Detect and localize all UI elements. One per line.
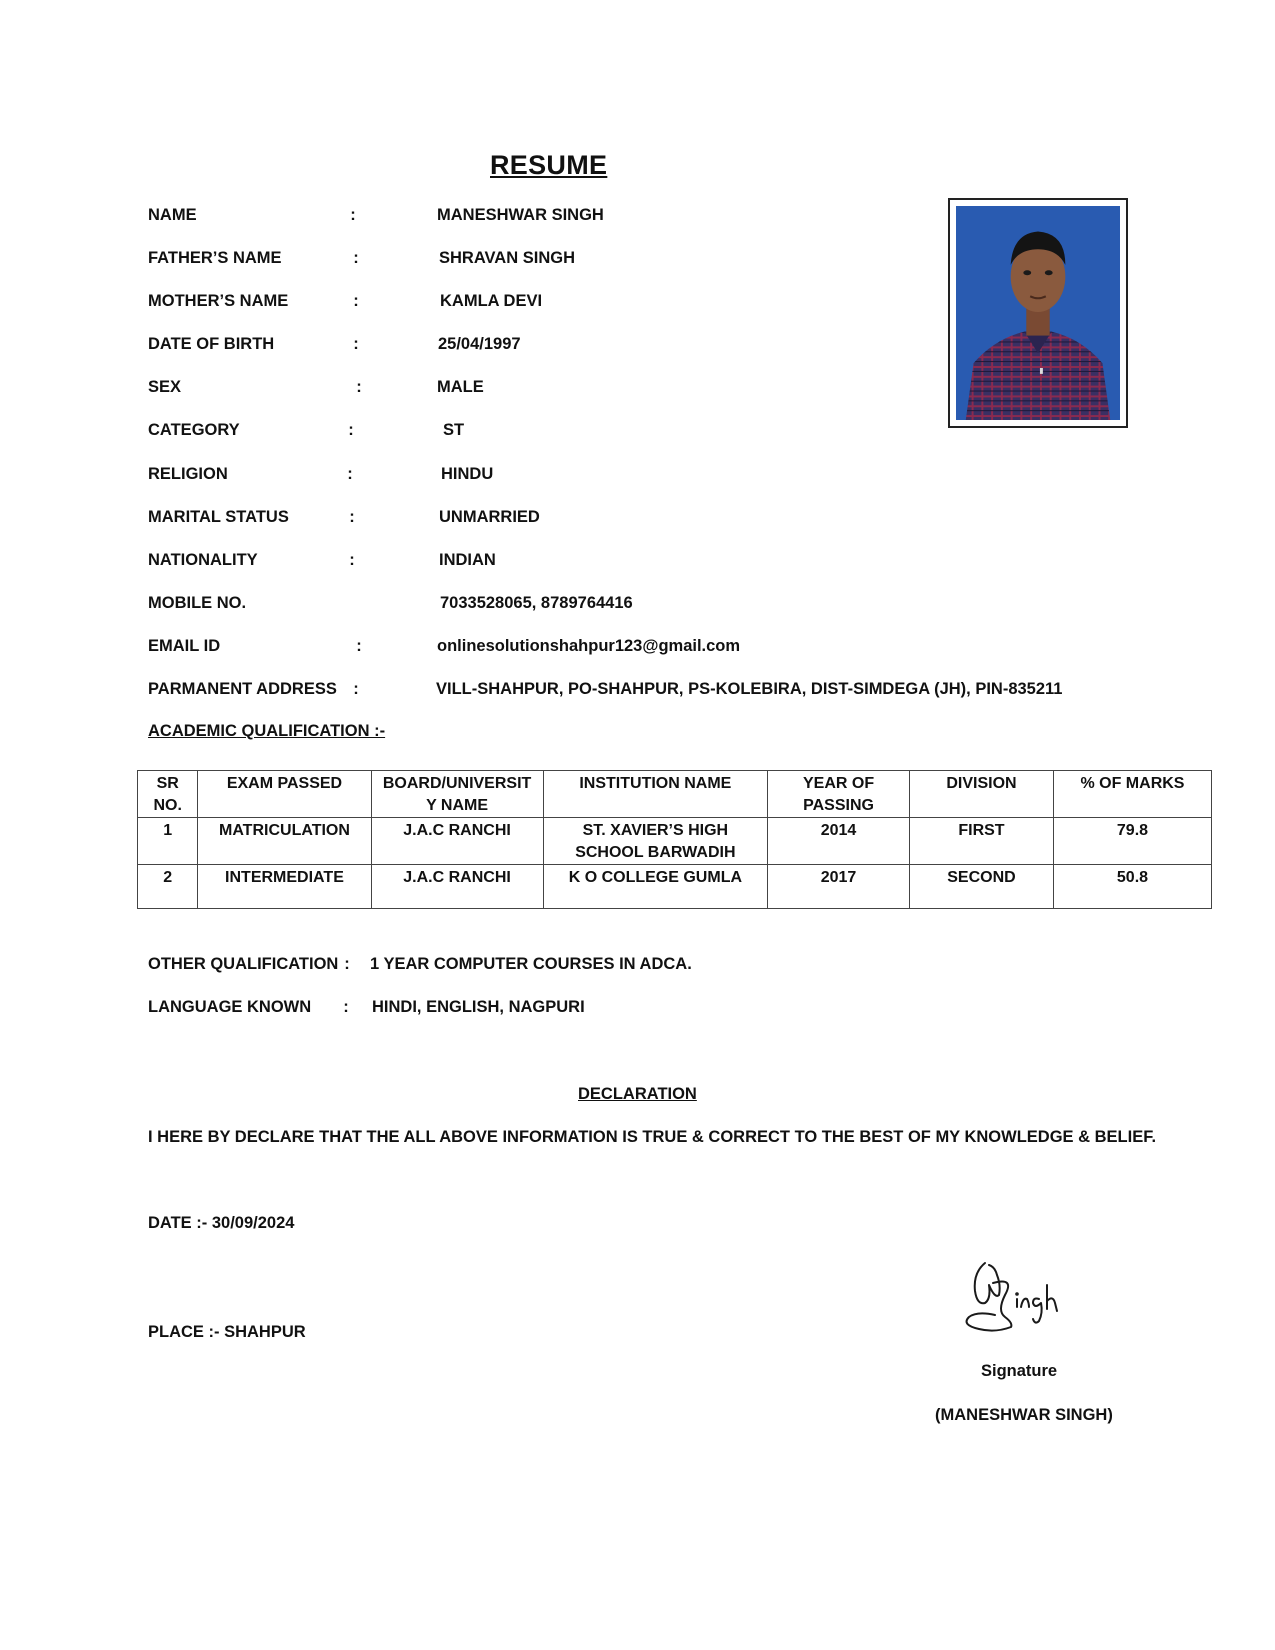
language-separator: : xyxy=(343,998,349,1016)
email-separator: : xyxy=(356,637,362,655)
sex-value: MALE xyxy=(437,378,484,396)
dob-separator: : xyxy=(353,335,359,353)
mother-name-value: KAMLA DEVI xyxy=(440,292,543,310)
date-text: DATE :- 30/09/2024 xyxy=(148,1214,295,1232)
email-value: onlinesolutionshahpur123@gmail.com xyxy=(437,637,741,655)
mother-name-label: MOTHER’S NAME xyxy=(148,292,289,310)
nationality-separator: : xyxy=(349,551,355,569)
table-header-row xyxy=(138,771,1212,818)
nationality-label: NATIONALITY xyxy=(148,551,258,569)
header-exam-passed: EXAM PASSED xyxy=(198,771,371,818)
cell-sr: 1 xyxy=(138,818,198,865)
cell-exam: MATRICULATION xyxy=(198,818,371,865)
table-row xyxy=(138,865,1212,909)
header-institution: INSTITUTION NAME xyxy=(543,771,767,818)
mother-name-separator: : xyxy=(353,292,359,310)
email-label: EMAIL ID xyxy=(148,637,221,655)
cell-exam: INTERMEDIATE xyxy=(198,865,371,909)
language-value: HINDI, ENGLISH, NAGPURI xyxy=(372,998,585,1016)
resume-title: RESUME xyxy=(490,150,608,180)
cell-division: SECOND xyxy=(910,865,1054,909)
mobile-value: 7033528065, 8789764416 xyxy=(440,594,633,612)
dob-value: 25/04/1997 xyxy=(438,335,521,353)
cell-board: J.A.C RANCHI xyxy=(371,818,543,865)
father-name-value: SHRAVAN SINGH xyxy=(439,249,575,267)
mobile-label: MOBILE NO. xyxy=(148,594,247,612)
other-qualification-label: OTHER QUALIFICATION xyxy=(148,955,339,973)
sex-separator: : xyxy=(356,378,362,396)
name-label: NAME xyxy=(148,206,197,224)
declaration-heading: DECLARATION xyxy=(578,1085,697,1103)
cell-institution: ST. XAVIER’S HIGH SCHOOL BARWADIH xyxy=(543,818,767,865)
marital-status-separator: : xyxy=(349,508,355,526)
signature-label: Signature xyxy=(981,1362,1058,1380)
header-year: YEAR OF PASSING xyxy=(768,771,910,818)
academic-table xyxy=(137,770,1212,909)
religion-value: HINDU xyxy=(441,465,494,483)
handwritten-signature xyxy=(955,1255,1065,1335)
cell-institution: K O COLLEGE GUMLA xyxy=(543,865,767,909)
header-marks: % OF MARKS xyxy=(1053,771,1211,818)
nationality-value: INDIAN xyxy=(439,551,496,569)
father-name-label: FATHER’S NAME xyxy=(148,249,282,267)
religion-separator: : xyxy=(347,465,353,483)
name-value: MANESHWAR SINGH xyxy=(437,206,604,224)
header-sr-no: SR NO. xyxy=(138,771,198,818)
profile-photo-image xyxy=(956,206,1120,420)
place-text: PLACE :- SHAHPUR xyxy=(148,1323,306,1341)
sex-label: SEX xyxy=(148,378,182,396)
address-separator: : xyxy=(353,680,359,698)
cell-division: FIRST xyxy=(910,818,1054,865)
declaration-text: I HERE BY DECLARE THAT THE ALL ABOVE INFORMATION IS TRUE & CORRECT TO THE BEST OF MY KNOWLEDGE & BELIEF. xyxy=(148,1128,1157,1146)
category-label: CATEGORY xyxy=(148,421,240,439)
marital-status-label: MARITAL STATUS xyxy=(148,508,289,526)
cell-marks: 50.8 xyxy=(1053,865,1211,909)
cell-sr: 2 xyxy=(138,865,198,909)
dob-label: DATE OF BIRTH xyxy=(148,335,275,353)
table-row xyxy=(138,818,1212,865)
language-label: LANGUAGE KNOWN xyxy=(148,998,312,1016)
header-division: DIVISION xyxy=(910,771,1054,818)
marital-status-value: UNMARRIED xyxy=(439,508,540,526)
address-value: VILL-SHAHPUR, PO-SHAHPUR, PS-KOLEBIRA, DIST-SIMDEGA (JH), PIN-835211 xyxy=(436,680,1063,698)
profile-photo xyxy=(948,198,1128,428)
other-qualification-value: 1 YEAR COMPUTER COURSES IN ADCA. xyxy=(370,955,692,973)
category-separator: : xyxy=(348,421,354,439)
cell-marks: 79.8 xyxy=(1053,818,1211,865)
academic-heading: ACADEMIC QUALIFICATION :- xyxy=(148,722,386,740)
name-separator: : xyxy=(350,206,356,224)
category-value: ST xyxy=(443,421,465,439)
father-name-separator: : xyxy=(353,249,359,267)
religion-label: RELIGION xyxy=(148,465,228,483)
signatory-name: (MANESHWAR SINGH) xyxy=(935,1406,1113,1424)
cell-board: J.A.C RANCHI xyxy=(371,865,543,909)
header-board: BOARD/UNIVERSIT Y NAME xyxy=(371,771,543,818)
other-qualification-separator: : xyxy=(344,955,350,973)
cell-year: 2014 xyxy=(768,818,910,865)
address-label: PARMANENT ADDRESS xyxy=(148,680,337,698)
cell-year: 2017 xyxy=(768,865,910,909)
